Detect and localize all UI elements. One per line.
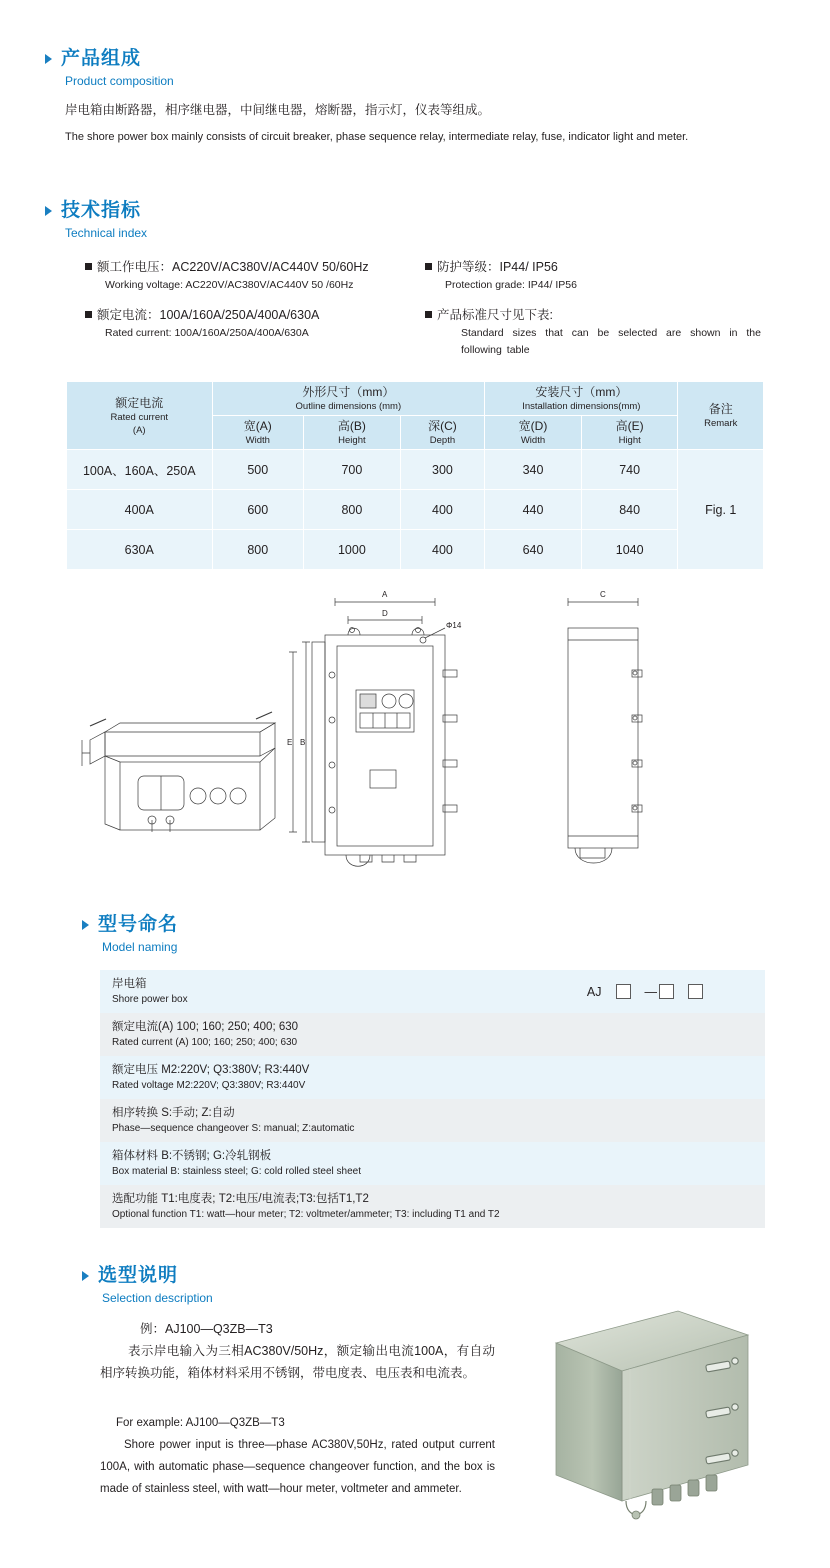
cell-rated-current: 400A [67,490,213,530]
model-naming-row-phase-sequence [100,1099,765,1142]
tech-item-standard-sizes [425,306,765,359]
row-label-cn: 选配功能 T1:电度表; T2:电压/电流表;T3:包括T1,T2 [112,1193,369,1205]
th-sub-cn: 宽(D) [518,419,548,433]
drawing-side-view [568,598,642,863]
th-rated-current-en: Rated current [110,411,169,423]
square-bullet-icon [425,311,432,318]
model-code-box-3[interactable] [688,984,703,999]
model-naming-block [100,970,765,1228]
th-sub-en: Depth [429,435,456,446]
model-dash: — [644,984,657,999]
model-naming-row-rated-current [100,1013,765,1056]
th-rated-current-unit: (A) [132,424,146,436]
model-prefix: AJ [586,984,602,999]
th-sub-en: Height [338,435,366,446]
cell-rated-current: 630A [67,530,213,570]
th-width-a [212,416,304,450]
section-title-en: Product composition [65,74,174,88]
row-label-en: Optional function T1: watt—hour meter; T2: voltmeter/ammeter; T3: including T1 and T2 [112,1209,500,1220]
dim-label-e: E [287,738,293,747]
row-label-cn: 额定电压 M2:220V; Q3:380V; R3:440V [112,1064,310,1076]
section-heading-selection-description [82,1265,482,1307]
section-title-cn: 技术指标 [61,200,142,221]
model-code-box-2[interactable] [659,984,674,999]
row-label-cn: 额定电流(A) 100; 160; 250; 400; 630 [112,1021,299,1033]
th-sub-cn: 高(B) [337,419,366,433]
section-title-cn: 选型说明 [98,1265,179,1286]
section-heading-model-naming [82,914,482,956]
th-sub-cn: 高(E) [615,419,644,433]
tech-item-en: Working voltage: AC220V/AC380V/AC440V 50 /60Hz [105,279,354,291]
triangle-bullet-icon [82,1271,89,1281]
th-sub-en: Hight [618,435,641,446]
model-naming-row-optional-function [100,1185,765,1228]
tech-item-en: Protection grade: IP44/ IP56 [445,279,577,291]
row-label-en: Phase—sequence changeover S: manual; Z:automatic [112,1123,355,1134]
selection-example-cn: 例：AJ100—Q3ZB—T3 [140,1322,273,1336]
th-height-b [304,416,401,450]
cell-width-a: 600 [212,490,304,530]
cell-depth-c: 400 [400,530,484,570]
drawing-front-view [289,598,457,866]
cell-width-a: 500 [212,450,304,490]
square-bullet-icon [85,311,92,318]
th-install-dimensions [485,382,678,416]
section-title-en: Selection description [102,1291,213,1305]
cell-remark: Fig. 1 [678,450,764,570]
product-photo [530,1305,780,1535]
triangle-bullet-icon [82,920,89,930]
row-label-cn: 岸电箱 [112,978,147,990]
dim-label-d: D [382,609,388,618]
cell-width-d: 440 [485,490,582,530]
table-row [67,530,764,570]
tech-item-en: Rated current: 100A/160A/250A/400A/630A [105,327,309,339]
th-install-cn: 安装尺寸（mm） [535,385,628,399]
model-naming-row-shore-power-box [100,970,765,1013]
row-label-en: Rated voltage M2:220V; Q3:380V; R3:440V [112,1080,306,1091]
th-outline-en: Outline dimensions (mm) [295,401,402,412]
tech-item-en: Standard sizes that can be selected are shown in the following table [461,327,761,356]
th-sub-cn: 深(C) [428,419,457,433]
dim-label-hole: Φ14 [446,621,462,630]
row-label-en: Box material B: stainless steel; G: cold rolled steel sheet [112,1166,362,1177]
model-naming-row-box-material [100,1142,765,1185]
row-label-en: Rated current (A) 100; 160; 250; 400; 630 [112,1037,298,1048]
section-title-cn: 型号命名 [98,914,179,935]
triangle-bullet-icon [45,54,52,64]
square-bullet-icon [425,263,432,270]
th-sub-en: Width [245,435,270,446]
th-rated-current-cn: 额定电流 [115,395,164,410]
cell-width-d: 340 [485,450,582,490]
tech-item-cn: 额定电流：100A/160A/250A/400A/630A [97,308,320,322]
dim-label-b: B [300,738,306,747]
th-sub-cn: 宽(A) [243,419,272,433]
technical-drawing [60,580,760,870]
th-outline-cn: 外形尺寸（mm） [302,385,395,399]
square-bullet-icon [85,263,92,270]
cell-rated-current: 100A、160A、250A [67,450,213,490]
cell-height-b: 1000 [304,530,401,570]
th-remark-cn: 备注 [708,402,733,416]
cell-width-d: 640 [485,530,582,570]
th-rated-current [67,382,213,450]
th-width-d [485,416,582,450]
row-label-en: Shore power box [112,994,188,1005]
tech-item-cn: 防护等级：IP44/ IP56 [437,260,558,274]
section-title-cn: 产品组成 [61,48,142,69]
section-heading-technical-index [45,200,445,242]
tech-item-rated-current [85,306,415,342]
cell-height-e: 840 [581,490,678,530]
section-heading-product-composition [45,48,445,90]
dim-label-c: C [600,590,606,599]
drawing-bottom-view [82,712,275,832]
row-label-cn: 相序转换 S:手动; Z:自动 [112,1107,235,1119]
cell-height-e: 1040 [581,530,678,570]
th-remark [678,382,764,450]
tech-item-working-voltage [85,258,415,294]
cell-height-e: 740 [581,450,678,490]
th-remark-en: Remark [704,418,738,429]
th-outline-dimensions [212,382,485,416]
table-row [67,450,764,490]
tech-item-cn: 产品标准尺寸见下表: [437,308,553,322]
selection-body-en: Shore power input is three—phase AC380V,50Hz, rated output current 100A, with automatic phase—sequence changeover function, and the box is made of stainless steel, with watt—hour meter, voltmeter and ammeter. [100,1439,495,1495]
section-title-en: Model naming [102,940,178,954]
cell-depth-c: 300 [400,450,484,490]
cell-height-b: 800 [304,490,401,530]
th-height-e [581,416,678,450]
cell-width-a: 800 [212,530,304,570]
spec-table [66,381,764,570]
th-depth-c [400,416,484,450]
model-code-box-1[interactable] [616,984,631,999]
tech-item-protection-grade [425,258,765,294]
triangle-bullet-icon [45,206,52,216]
table-header-row [67,382,764,416]
selection-body-cn: 表示岸电输入为三相AC380V/50Hz，额定输出电流100A，有自动相序转换功能，箱体材料采用不锈钢，带电度表、电压表和电流表。 [100,1344,495,1380]
model-naming-row-rated-voltage [100,1056,765,1099]
selection-example-en: For example: AJ100—Q3ZB—T3 [116,1417,285,1429]
row-label-cn: 箱体材料 B:不锈钢; G:冷轧钢板 [112,1150,272,1162]
tech-item-cn: 额工作电压：AC220V/AC380V/AC440V 50/60Hz [97,260,369,274]
product-composition-text-en: The shore power box mainly consists of circuit breaker, phase sequence relay, intermediate relay, fuse, indicator light and meter. [65,131,689,143]
cell-depth-c: 400 [400,490,484,530]
dim-label-a: A [382,590,388,599]
th-install-en: Installation dimensions(mm) [522,401,641,412]
section-title-en: Technical index [65,226,148,240]
cell-height-b: 700 [304,450,401,490]
product-composition-text-cn: 岸电箱由断路器，相序继电器，中间继电器，熔断器，指示灯，仪表等组成。 [65,103,491,117]
table-row [67,490,764,530]
th-sub-en: Width [520,435,546,446]
